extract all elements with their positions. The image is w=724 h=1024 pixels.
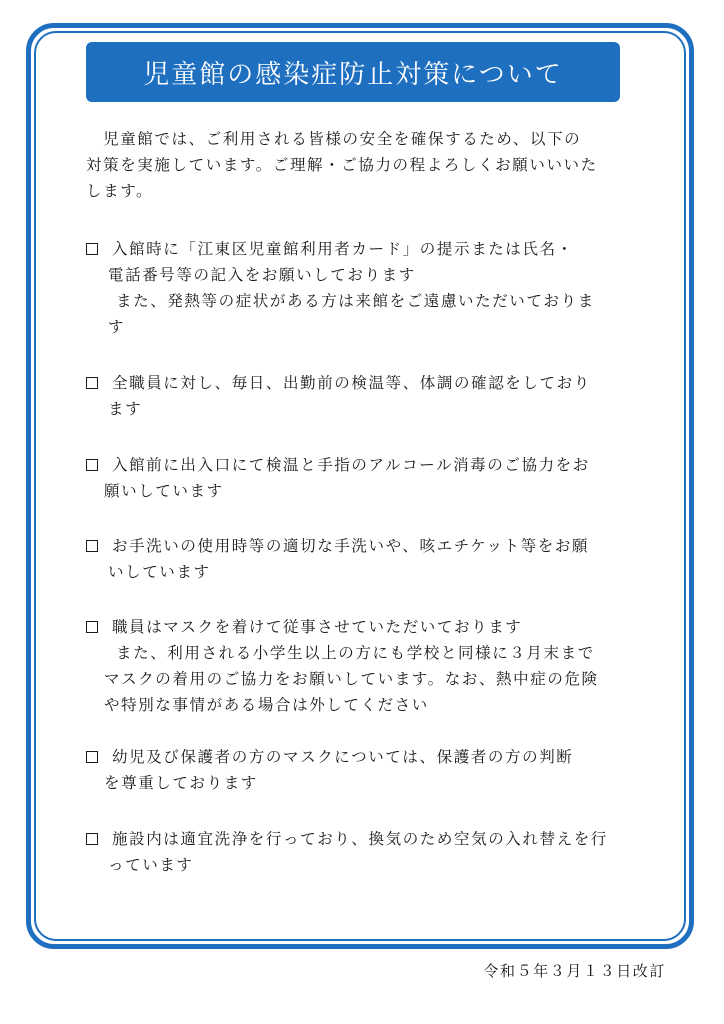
measure-item-entry-card	[86, 236, 678, 340]
intro-line: します。	[86, 182, 154, 200]
intro-line: 児童館では、ご利用される皆様の安全を確保するため、以下の	[86, 130, 582, 148]
checkbox-icon	[86, 621, 98, 633]
item-first-line: 職員はマスクを着けて従事させていただいております	[86, 614, 678, 640]
item-line: いしています	[108, 563, 211, 581]
item-line: や特別な事情がある場合は外してください	[104, 696, 429, 714]
checkbox-icon	[86, 459, 98, 471]
item-first-line: 入館時に「江東区児童館利用者カード」の提示または氏名・	[86, 236, 678, 262]
intro-paragraph	[86, 126, 656, 204]
measure-item-ventilation	[86, 826, 678, 878]
checkbox-icon	[86, 540, 98, 552]
item-line: また、利用される小学生以上の方にも学校と同様に３月末まで	[116, 644, 595, 662]
intro-line: 対策を実施しています。ご理解・ご協力の程よろしくお願いいいた	[86, 156, 598, 174]
measure-item-staff-check	[86, 370, 678, 422]
item-line: す	[108, 318, 126, 336]
measure-item-handwash	[86, 533, 678, 585]
item-line: 願いしています	[104, 482, 224, 500]
checkbox-icon	[86, 833, 98, 845]
item-first-line: お手洗いの使用時等の適切な手洗いや、咳エチケット等をお願	[86, 533, 678, 559]
measure-item-masks-staff	[86, 614, 678, 718]
item-first-line: 全職員に対し、毎日、出勤前の検温等、体調の確認をしており	[86, 370, 678, 396]
item-line: また、発熱等の症状がある方は来館をご遠慮いただいておりま	[116, 292, 595, 310]
item-line: マスクの着用のご協力をお願いしています。なお、熱中症の危険	[104, 670, 599, 688]
measure-item-temperature	[86, 452, 678, 504]
item-line: ます	[108, 400, 143, 418]
checkbox-icon	[86, 751, 98, 763]
checkbox-icon	[86, 377, 98, 389]
item-line: 電話番号等の記入をお願いしております	[108, 266, 416, 284]
item-first-line: 施設内は適宜洗浄を行っており、換気のため空気の入れ替えを行	[86, 826, 678, 852]
item-line: っています	[108, 856, 194, 874]
item-first-line: 入館前に出入口にて検温と手指のアルコール消毒のご協力をお	[86, 452, 678, 478]
item-first-line: 幼児及び保護者の方のマスクについては、保護者の方の判断	[86, 744, 678, 770]
item-line: を尊重しております	[104, 774, 258, 792]
revision-date: 令和５年３月１３日改訂	[483, 962, 666, 980]
page-title: 児童館の感染症防止対策について	[143, 59, 563, 90]
checkbox-icon	[86, 243, 98, 255]
title-banner	[86, 42, 620, 102]
measure-item-masks-infants	[86, 744, 678, 796]
